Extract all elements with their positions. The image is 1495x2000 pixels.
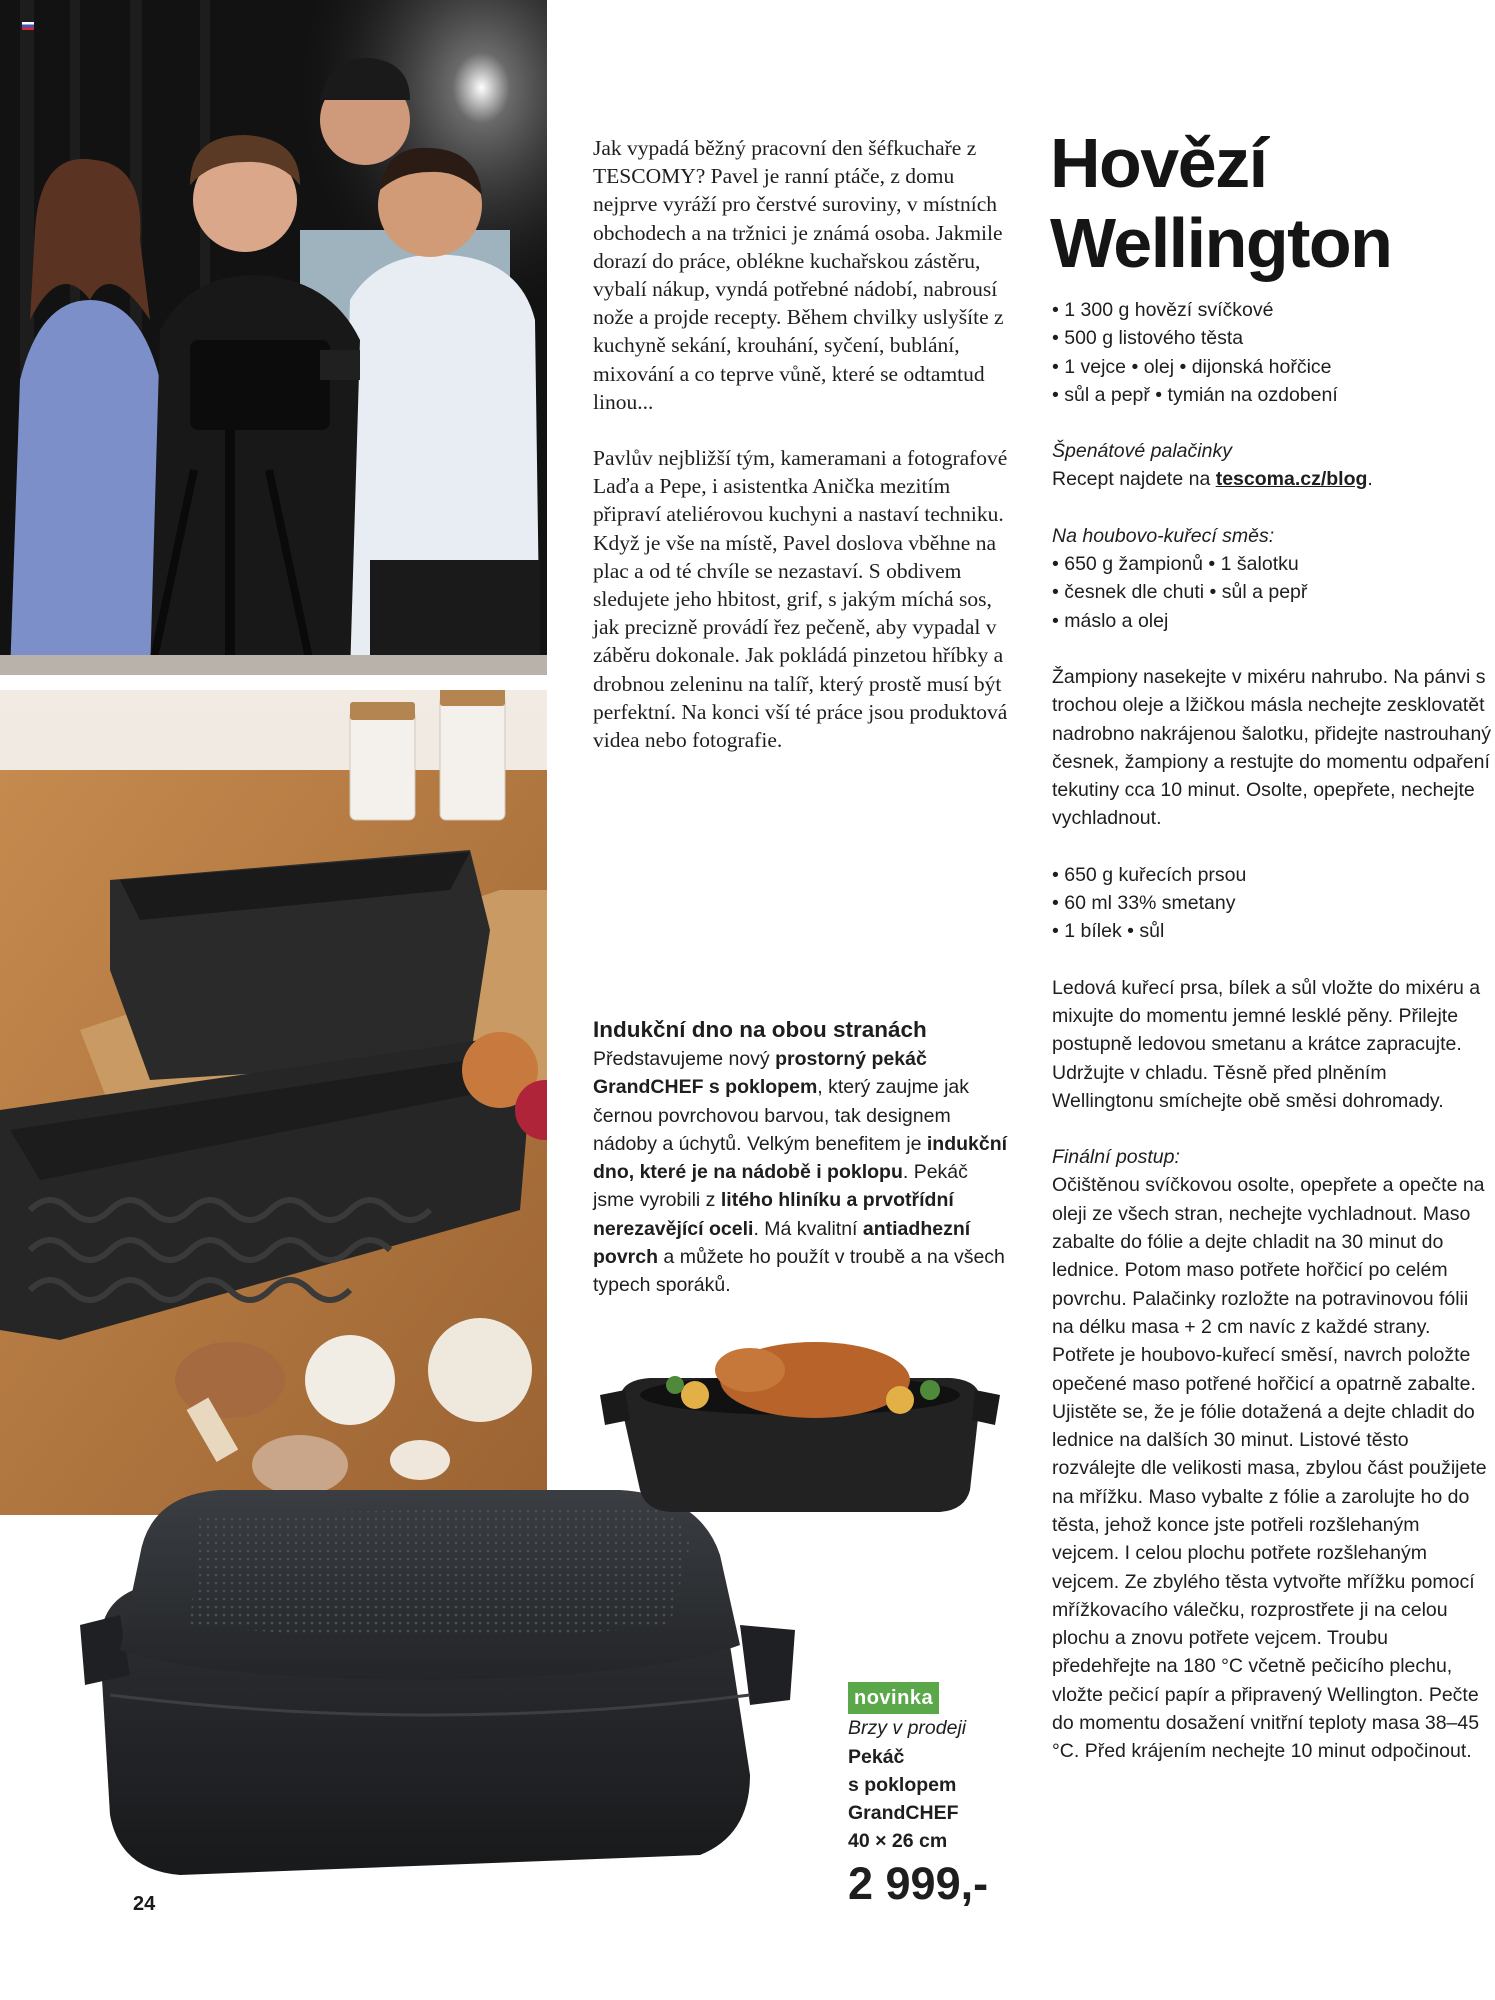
spacer	[1052, 494, 1492, 522]
feature-text-3: . Pekáč jsme vyrobili z	[593, 1161, 968, 1212]
spacer	[1052, 1115, 1492, 1143]
spacer	[1052, 409, 1492, 437]
team-photo	[0, 0, 547, 675]
feature-text-5: a můžete ho použít v troubě a na všech typech sporáků.	[593, 1246, 1005, 1297]
spacer	[1052, 946, 1492, 974]
product-info	[848, 1682, 1028, 1910]
mushroom-list	[1052, 550, 1492, 635]
mushroom-item: • 650 g žampionů • 1 šalotku	[1052, 553, 1299, 576]
product-name-line-2: s poklopem	[848, 1773, 957, 1796]
ingredients-list	[1052, 296, 1492, 409]
spacer	[1052, 833, 1492, 861]
ingredient-item: • 500 g listového těsta	[1052, 327, 1244, 350]
feature-bold-3: litého hliníku a prvotřídní nerezavějící oceli	[593, 1189, 954, 1240]
story-paragraph-2: Pavlův nejbližší tým, kameramani a fotografové Laďa a Pepe, i asistentka Anička mezitím připraví ateliérovou kuchyni a nastaví techniku. Když je vše na místě, Pavel doslova vběhne na plac a od té chvíle se nezastaví. S obdivem sledujete jeho hbitost, grif, s jakým míchá sos, jak precizně provádí řez pečeně, aby vypadal v záběru dokonale. Jak pokládá pinzetou hříbky a drobnou zeleninu na talíř, který prostě musí být perfektní. Na konci vší té práce jsou produktová videa nebo fotografie.	[593, 446, 1008, 753]
story-paragraph-gap	[593, 416, 1013, 444]
recipe-title-line-2: Wellington	[1050, 204, 1392, 282]
kitchen-photo	[0, 690, 547, 1515]
recipe-title-line-1: Hovězí	[1050, 124, 1267, 202]
feature-text-2: , který zaujme jak černou povrchovou barvou, tak designem nádoby a úchytů. Velkým benefitem je	[593, 1076, 969, 1155]
chicken-item: • 60 ml 33% smetany	[1052, 892, 1236, 915]
feature-bold-4: antiadhezní povrch	[593, 1217, 971, 1269]
final-instructions: Očištěnou svíčkovou osolte, opepřete a opečte na oleji ze všech stran, nechejte vychladnout. Maso zabalte do fólie a dejte chladit na 30 minut do lednice. Potom maso potřete hořčicí po celém povrchu. Palačinky rozložte na potravinovou fólii na délku masa + 2 cm navíc z každé strany. Potřete je houbovo-kuřecí směsí, navrch položte opečené maso potřené hořčicí a opatrně zabalte. Ujistěte se, že je fólie dotažená a dejte chladit do lednice na dalších 30 minut. Listové těsto rozválejte dle velikosti masa, zbylou část použijete na mřížku. Maso vybalte z fólie a zarolujte ho do těsta, jehož konce jste potřeli rozšlehaným vejcem. I celou plochu potřete rozšlehaným vejcem. Ze zbylého těsta vytvořte mřížku pomocí mřížkovacího válečku, rozprostřete ji na celou plochu a znovu potřete vejcem. Troubu předehřejte na 180 °C včetně pečicího plechu, vložte pečicí papír a připravený Wellington. Pečte do momentu dosažení vnitřní teploty masa 38–45 °C. Před krájením nechejte 10 minut odpočinout.	[1052, 1174, 1487, 1763]
intro-story	[593, 134, 1013, 754]
feature-text-4: . Má kvalitní	[753, 1217, 863, 1240]
recipe-title	[1050, 123, 1470, 283]
feature-heading: Indukční dno na obou stranách	[593, 1017, 927, 1042]
ingredient-item: • 1 300 g hovězí svíčkové	[1052, 299, 1274, 321]
crepes-text-lead: Recept najdete na	[1052, 468, 1216, 491]
roaster-chicken-illustration	[600, 1340, 1000, 1520]
feature-body	[593, 1045, 1013, 1300]
final-heading: Finální postup:	[1052, 1146, 1180, 1169]
recipe-body	[1052, 296, 1492, 1766]
product-roaster-lid-photo	[60, 1475, 830, 1895]
chicken-list	[1052, 861, 1492, 946]
product-name-line-1: Pekáč	[848, 1745, 905, 1768]
story-paragraph-1: Jak vypadá běžný pracovní den šéfkuchaře z TESCOMY? Pavel je ranní ptáče, z domu nejprve vyráží pro čerstvé suroviny, v místních obchodech a na tržnici je známá osoba. Jakmile dorazí do práce, oblékne kuchařskou zástěru, vybalí nákup, vyndá potřebné nádobí, nabrousí nože a projde recepty. Během chvilky uslyšíte z kuchyně sekání, krouhání, syčení, bublání, mixování a co teprve vůně, které se odtamtud linou...	[593, 136, 1004, 414]
photo-corner-mark	[22, 22, 34, 30]
chicken-item: • 1 bílek • sůl	[1052, 920, 1165, 943]
mushroom-item: • máslo a olej	[1052, 609, 1169, 632]
feature-bold-1: prostorný pekáč GrandCHEF s poklopem	[593, 1048, 927, 1099]
spacer	[1052, 635, 1492, 663]
chicken-instructions: Ledová kuřecí prsa, bílek a sůl vložte do mixéru a mixujte do momentu jemné lesklé pěny. Přilejte postupně ledovou smetanu a krátce zapracujte. Udržujte v chladu. Těsně před plněním Wellingtonu smíchejte obě směsi dohromady.	[1052, 976, 1481, 1112]
blog-link[interactable]: tescoma.cz/blog	[1215, 468, 1368, 491]
feature-bold-2: indukční dno, které je na nádobě i poklopu	[593, 1132, 1008, 1184]
crepes-heading: Špenátové palačinky	[1052, 440, 1232, 463]
mushroom-item: • česnek dle chuti • sůl a pepř	[1052, 581, 1308, 604]
ingredient-item: • 1 vejce • olej • dijonská hořčice	[1052, 355, 1332, 378]
crepes-text-end: .	[1367, 468, 1373, 491]
crepes-text	[1052, 465, 1492, 493]
roaster-lid-illustration	[60, 1475, 830, 1895]
page-number: 24	[133, 1893, 156, 1915]
product-price: 2 999,-	[848, 1857, 989, 1909]
new-badge: novinka	[848, 1682, 939, 1714]
mushroom-instructions: Žampiony nasekejte v mixéru nahrubo. Na pánvi s trochou oleje a lžičkou másla nechejte zesklovatět nadrobno nakrájenou šalotku, přidejte nastrouhaný česnek, žampiony a restujte do momentu odpaření tekutiny cca 10 minut. Osolte, opepřete, nechejte vychladnout.	[1052, 665, 1492, 830]
product-roaster-chicken-photo	[600, 1340, 1000, 1520]
mushroom-heading: Na houbovo-kuřecí směs:	[1052, 524, 1275, 547]
feature-block	[593, 1015, 1013, 1300]
chicken-item: • 650 g kuřecích prsou	[1052, 863, 1247, 886]
kitchen-photo-illustration	[0, 690, 547, 1515]
product-name-line-3: GrandCHEF	[848, 1802, 959, 1825]
team-photo-illustration	[0, 0, 547, 675]
feature-text-1: Představujeme nový	[593, 1048, 776, 1070]
product-size: 40 × 26 cm	[848, 1830, 948, 1853]
ingredient-item: • sůl a pepř • tymián na ozdobení	[1052, 383, 1338, 406]
product-availability: Brzy v prodeji	[848, 1717, 967, 1740]
